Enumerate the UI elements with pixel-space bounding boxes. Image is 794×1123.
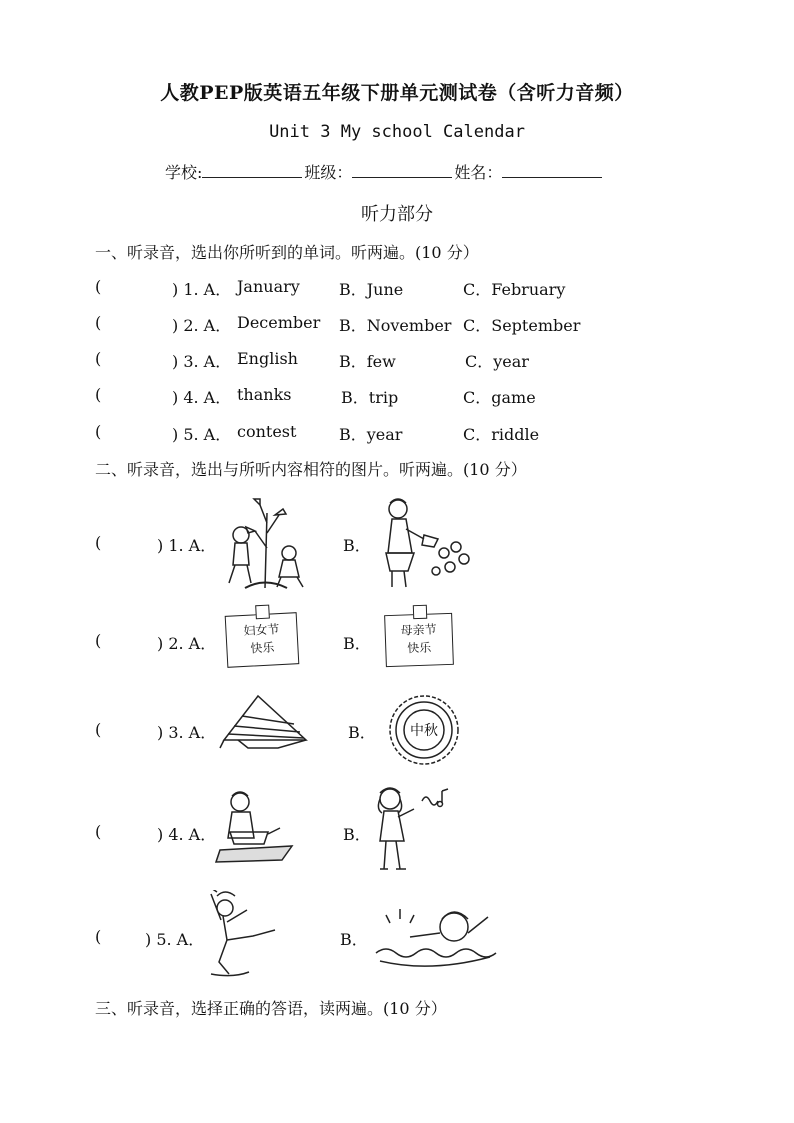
name-label: 姓名：: [454, 163, 503, 182]
option-c: C．year: [465, 352, 529, 371]
name-blank[interactable]: [502, 161, 602, 178]
option-c: C．September: [463, 316, 581, 335]
swimming-picture: [370, 893, 500, 973]
option-b-label: B．: [343, 825, 371, 844]
unit-subtitle: Unit 3 My school Calendar: [269, 122, 525, 142]
card-b-line-2: 快乐: [407, 640, 432, 656]
page-title: 人教PEP版英语五年级下册单元测试卷（含听力音频）: [160, 82, 634, 104]
question-number: ) 2. A．: [172, 316, 232, 335]
question-number: ) 5. A．: [172, 425, 232, 444]
card-a-line-2: 快乐: [250, 640, 275, 656]
school-blank[interactable]: [202, 161, 302, 178]
option-b: B．trip: [341, 388, 399, 407]
tree-planting-picture: [215, 493, 315, 593]
part2-heading: 二、听录音，选出与所听内容相符的图片。听两遍。(10 分）: [95, 460, 527, 479]
option-a: December: [237, 313, 321, 332]
card-b-line-1: 母亲节: [400, 622, 437, 638]
answer-paren[interactable]: (: [95, 313, 102, 332]
class-blank[interactable]: [352, 161, 452, 178]
answer-paren[interactable]: (: [95, 927, 102, 946]
option-b-label: B．: [340, 930, 368, 949]
part1-heading: 一、听录音，选出你所听到的单词。听两遍。(10 分）: [95, 243, 479, 262]
school-label: 学校:: [165, 163, 203, 182]
student-info-line: [165, 160, 604, 183]
question-number: ) 1. A．: [172, 280, 232, 299]
question-number: ) 4. A．: [157, 825, 217, 844]
mooncake-picture: [388, 694, 460, 766]
option-b: B．year: [339, 425, 403, 444]
option-a: contest: [237, 422, 297, 441]
question-number: ) 3. A．: [172, 352, 232, 371]
answer-paren[interactable]: (: [95, 385, 102, 404]
option-c: C．riddle: [463, 425, 540, 444]
answer-paren[interactable]: (: [95, 533, 102, 552]
pin-tab: [255, 605, 270, 620]
question-number: ) 4. A．: [172, 388, 232, 407]
question-number: ) 1. A．: [157, 536, 217, 555]
option-b-label: B．: [343, 536, 371, 555]
option-b-label: B．: [348, 723, 376, 742]
part3-heading: 三、听录音，选择正确的答语，读两遍。(10 分）: [95, 999, 447, 1018]
answer-paren[interactable]: (: [95, 349, 102, 368]
mothers-day-card: [384, 613, 454, 667]
singing-girl-picture: [370, 783, 455, 875]
option-b: B．June: [339, 280, 404, 299]
dancing-girl-picture: [203, 890, 283, 980]
class-label: 班级：: [304, 163, 353, 182]
option-a: thanks: [237, 385, 292, 404]
pin-tab: [413, 605, 427, 619]
option-a: January: [237, 277, 300, 296]
option-c: C．game: [463, 388, 536, 407]
listening-section-heading: 听力部分: [361, 204, 433, 225]
question-number: ) 2. A．: [157, 634, 217, 653]
question-number: ) 3. A．: [157, 723, 217, 742]
cooking-picture: [212, 788, 297, 868]
watering-flowers-picture: [378, 495, 478, 590]
answer-paren[interactable]: (: [95, 822, 102, 841]
mooncake-text: 中秋: [410, 723, 438, 739]
option-c: C．February: [463, 280, 566, 299]
answer-paren[interactable]: (: [95, 422, 102, 441]
womens-day-card: [225, 612, 300, 668]
zongzi-picture: [218, 692, 313, 752]
answer-paren[interactable]: (: [95, 631, 102, 650]
option-a: English: [237, 349, 298, 368]
question-number: ) 5. A．: [145, 930, 205, 949]
option-b: B．November: [339, 316, 452, 335]
option-b-label: B．: [343, 634, 371, 653]
answer-paren[interactable]: (: [95, 720, 102, 739]
answer-paren[interactable]: (: [95, 277, 102, 296]
card-a-line-1: 妇女节: [243, 622, 280, 638]
option-b: B．few: [339, 352, 396, 371]
